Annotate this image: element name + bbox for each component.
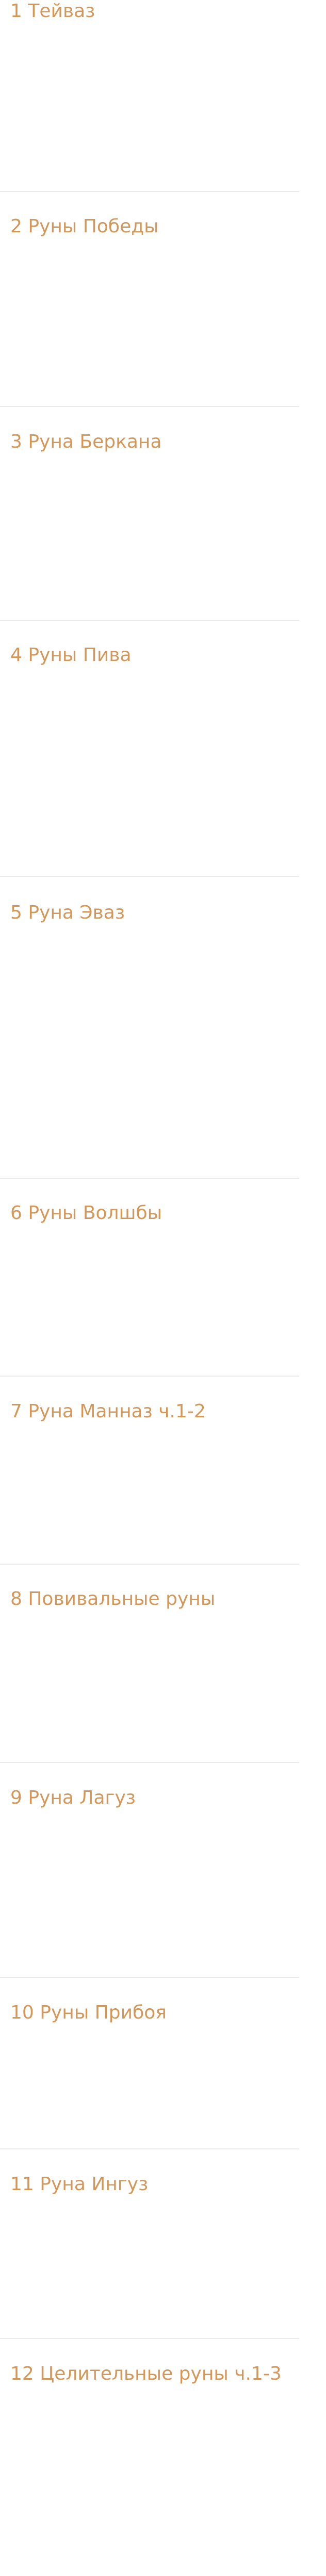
lesson-name: Руны Прибоя [40, 2002, 167, 2023]
divider [0, 1762, 299, 1763]
divider [0, 2338, 299, 2339]
lesson-number: 8 [10, 1588, 22, 1609]
divider [0, 1376, 299, 1377]
lesson-title [10, 2173, 148, 2196]
lesson-number: 7 [10, 1401, 22, 1422]
lesson-name: Руны Победы [28, 216, 159, 237]
lesson-title [10, 215, 159, 238]
lesson-title [10, 1787, 136, 1809]
lesson-title [10, 0, 95, 23]
lesson-name: Целительные руны ч.1-3 [40, 2363, 282, 2384]
lesson-number: 11 [10, 2174, 34, 2195]
lesson-title [10, 431, 162, 453]
lesson-title [10, 1202, 162, 1225]
divider [0, 620, 299, 621]
lesson-name: Руны Пива [28, 645, 132, 666]
lesson-number: 2 [10, 216, 22, 237]
lesson-name: Руна Эваз [28, 902, 125, 923]
lesson-title [10, 902, 125, 924]
divider [0, 1977, 299, 1978]
divider [0, 1178, 299, 1179]
lesson-name: Руна Беркана [28, 431, 162, 452]
lesson-number: 9 [10, 1787, 22, 1808]
lesson-number: 12 [10, 2363, 34, 2384]
lesson-number: 6 [10, 1202, 22, 1224]
lesson-name: Руны Волшбы [28, 1202, 162, 1224]
lesson-number: 5 [10, 902, 22, 923]
lesson-name: Тейваз [28, 1, 95, 22]
lesson-title [10, 1588, 215, 1611]
lesson-title [10, 1400, 206, 1423]
divider [0, 191, 299, 192]
divider [0, 2148, 299, 2149]
lesson-number: 1 [10, 1, 22, 22]
lesson-name: Руна Манназ ч.1-2 [28, 1401, 206, 1422]
lesson-name: Повивальные руны [28, 1588, 216, 1609]
divider [0, 876, 299, 877]
divider [0, 1564, 299, 1565]
divider [0, 406, 299, 407]
lesson-number: 10 [10, 2002, 34, 2023]
lesson-title [10, 2363, 282, 2385]
lesson-name: Руна Ингуз [40, 2174, 149, 2195]
lesson-number: 4 [10, 645, 22, 666]
lesson-title [10, 2002, 167, 2024]
lesson-number: 3 [10, 431, 22, 452]
lesson-name: Руна Лагуз [28, 1787, 136, 1808]
lesson-title [10, 644, 132, 667]
